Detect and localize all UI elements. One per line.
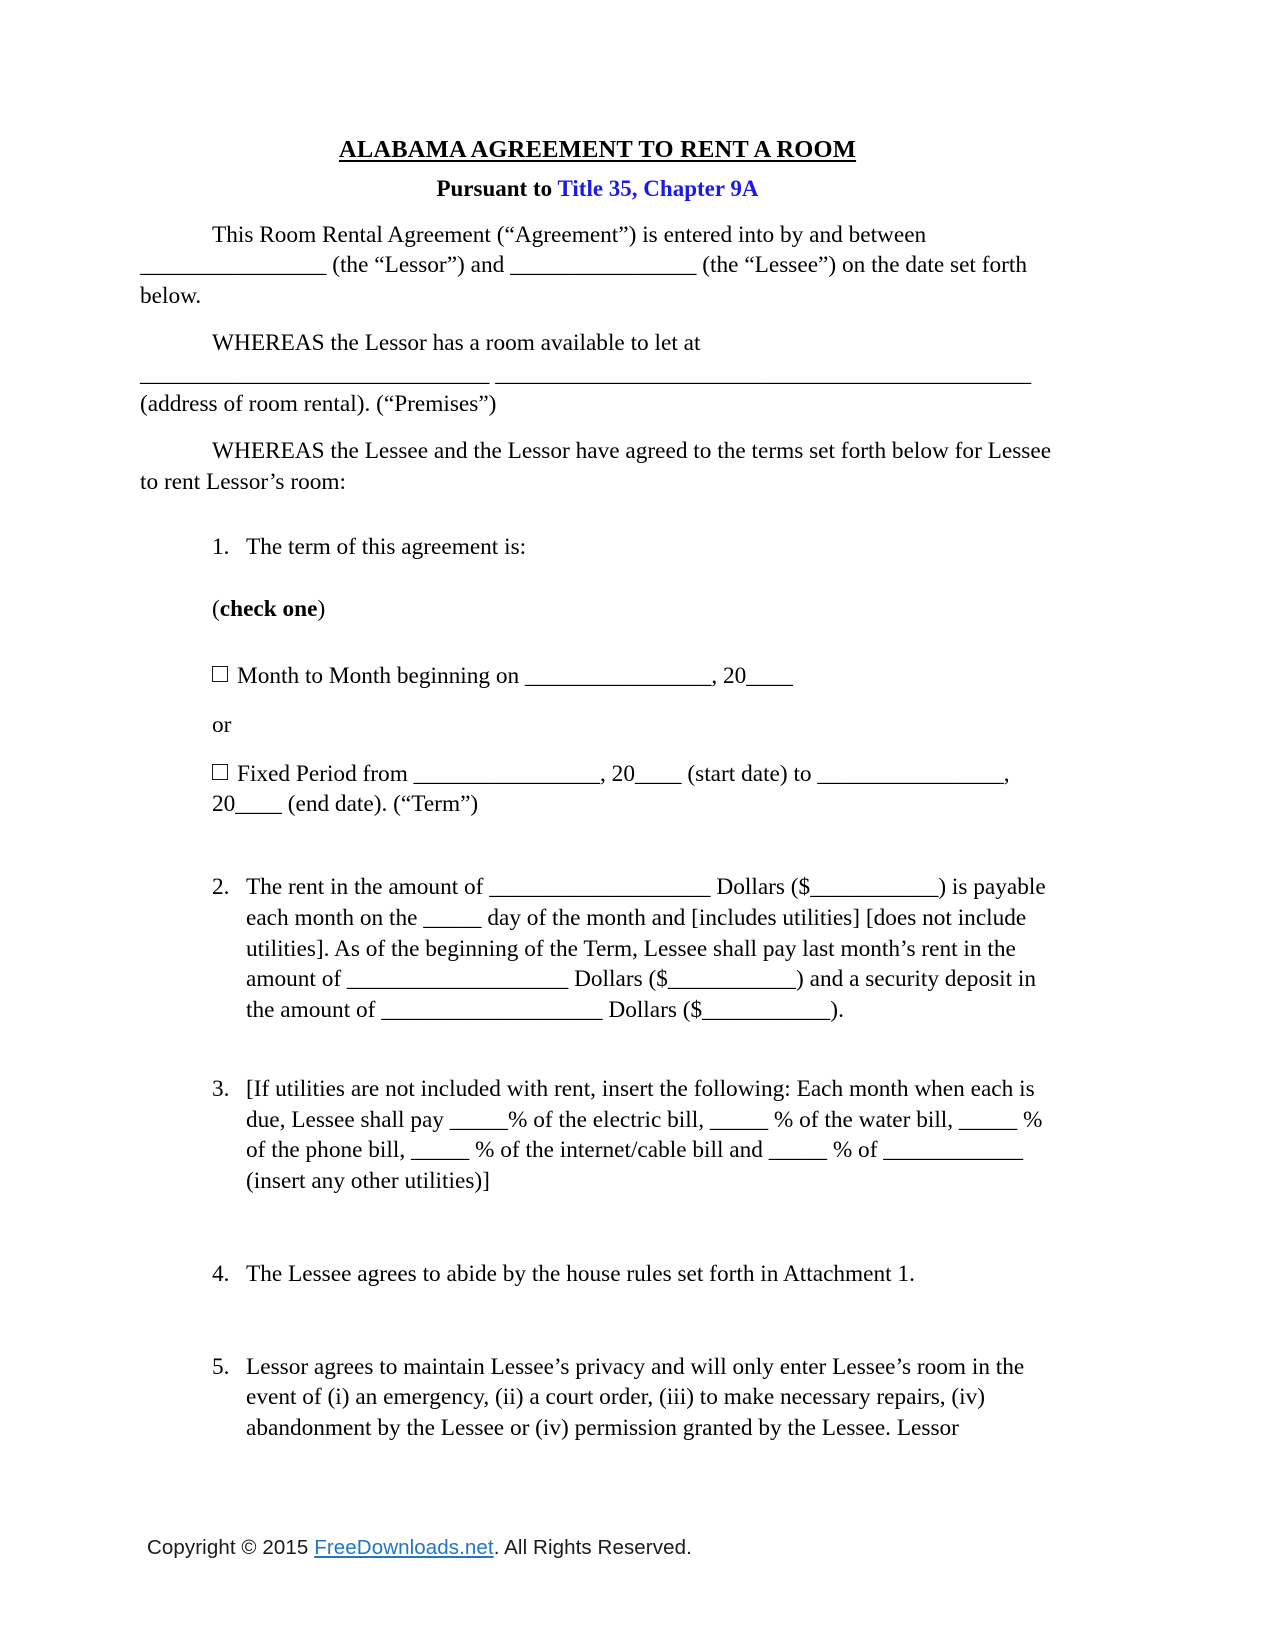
terms-list-part-3 xyxy=(140,1074,1055,1197)
checkbox-icon[interactable] xyxy=(212,764,228,780)
intro-paragraph xyxy=(140,220,1055,312)
spacer xyxy=(140,838,1055,872)
whereas-room-paragraph xyxy=(140,328,1055,420)
terms-list-part-4 xyxy=(140,1259,1055,1290)
spacer xyxy=(140,576,1055,594)
checkbox-option-month-to-month[interactable] xyxy=(140,661,1055,692)
or-label: or xyxy=(212,711,232,738)
whereas-terms-paragraph xyxy=(140,436,1055,498)
term-item-3 xyxy=(140,1074,1055,1197)
statute-reference: Title 35, Chapter 9A xyxy=(557,175,759,201)
document-body xyxy=(140,135,1055,1458)
check-one-bold: check one xyxy=(219,596,318,623)
subtitle-prefix: Pursuant to xyxy=(436,175,558,201)
copyright-prefix: Copyright © 2015 xyxy=(147,1536,315,1559)
page-title xyxy=(140,135,1055,166)
term-number-5: 5. xyxy=(212,1353,230,1380)
term-number-1: 1. xyxy=(212,533,230,560)
checkbox-option-label-month-to-month: Month to Month beginning on ________________, 20____ xyxy=(237,663,793,690)
page-title-text: ALABAMA AGREEMENT TO RENT A ROOM xyxy=(338,136,857,163)
term-text-5: Lessor agrees to maintain Lessee’s privacy and will only enter Lessee’s room in the event of (i) an emergency, (ii) a court order, (iii) to make necessary repairs, (iv) abandonment by the Lessee or (iv) permission granted by the Lessee. Lessor xyxy=(246,1353,1025,1442)
freedownloads-link[interactable]: FreeDownloads.net xyxy=(314,1536,494,1559)
spacer xyxy=(140,1040,1055,1074)
whereas-room-line-1: WHEREAS the Lessor has a room available to let at ______________________________ xyxy=(140,329,701,387)
term-item-5 xyxy=(140,1352,1055,1444)
term-text-2: The rent in the amount of ___________________ Dollars ($___________) is payable each month on the _____ day of the month and [includes utilities] [does not include utilities]. As of the beginning of the Term, Lessee shall pay last month’s rent in the amount of ___________________ Dollars ($___________) and a security deposit in the amount of ___________________ Dollars ($___________). xyxy=(246,874,1046,1024)
check-one-instruction xyxy=(140,594,1055,625)
term-item-1 xyxy=(140,532,1055,563)
term-text-3: [If utilities are not included with rent, insert the following: Each month when each is due, Lessee shall pay _____% of the electric bill, _____ % of the water bill, _____ % of the phone bill, _____ % of the internet/cable bill and _____ % of ____________ (insert any other utilities)] xyxy=(246,1075,1043,1195)
term-number-3: 3. xyxy=(212,1075,230,1102)
terms-list-part-5 xyxy=(140,1352,1055,1444)
check-one-paren-close: ) xyxy=(317,596,326,623)
intro-line-2: ________________ (the “Lessor”) and ________________ (the “Lessee”) on the date set forth below. xyxy=(140,252,1027,310)
whereas-terms-text: WHEREAS the Lessee and the Lessor have agreed to the terms set forth below for Lessee to rent Lessor’s room: xyxy=(140,438,1052,495)
spacer xyxy=(140,1304,1055,1352)
checkbox-option-label-fixed-period: Fixed Period from ________________, 20____ (start date) to ________________, 20____ (end date). (“Term”) xyxy=(212,760,1010,818)
spacer xyxy=(140,1211,1055,1259)
term-text-4: The Lessee agrees to abide by the house rules set forth in Attachment 1. xyxy=(246,1260,915,1287)
page-subtitle xyxy=(140,174,1055,204)
term-text-1: The term of this agreement is: xyxy=(246,533,527,560)
terms-list-part-1 xyxy=(140,532,1055,563)
spacer xyxy=(140,514,1055,532)
term-number-4: 4. xyxy=(212,1260,230,1287)
checkbox-icon[interactable] xyxy=(212,666,228,682)
whereas-room-line-2: ______________________________________________ (address of room rental). (“Premises”) xyxy=(140,360,1032,418)
or-separator xyxy=(140,710,1055,741)
check-one-paren-open: ( xyxy=(212,596,220,623)
terms-list-part-2 xyxy=(140,872,1055,1026)
spacer xyxy=(140,643,1055,661)
term-number-2: 2. xyxy=(212,874,230,901)
page-footer xyxy=(147,1536,692,1560)
term-item-2 xyxy=(140,872,1055,1026)
term-item-4 xyxy=(140,1259,1055,1290)
copyright-suffix: . All Rights Reserved. xyxy=(493,1536,692,1559)
intro-line-1: This Room Rental Agreement (“Agreement”) is entered into by and between xyxy=(212,221,927,248)
checkbox-option-fixed-period[interactable] xyxy=(140,759,1055,821)
